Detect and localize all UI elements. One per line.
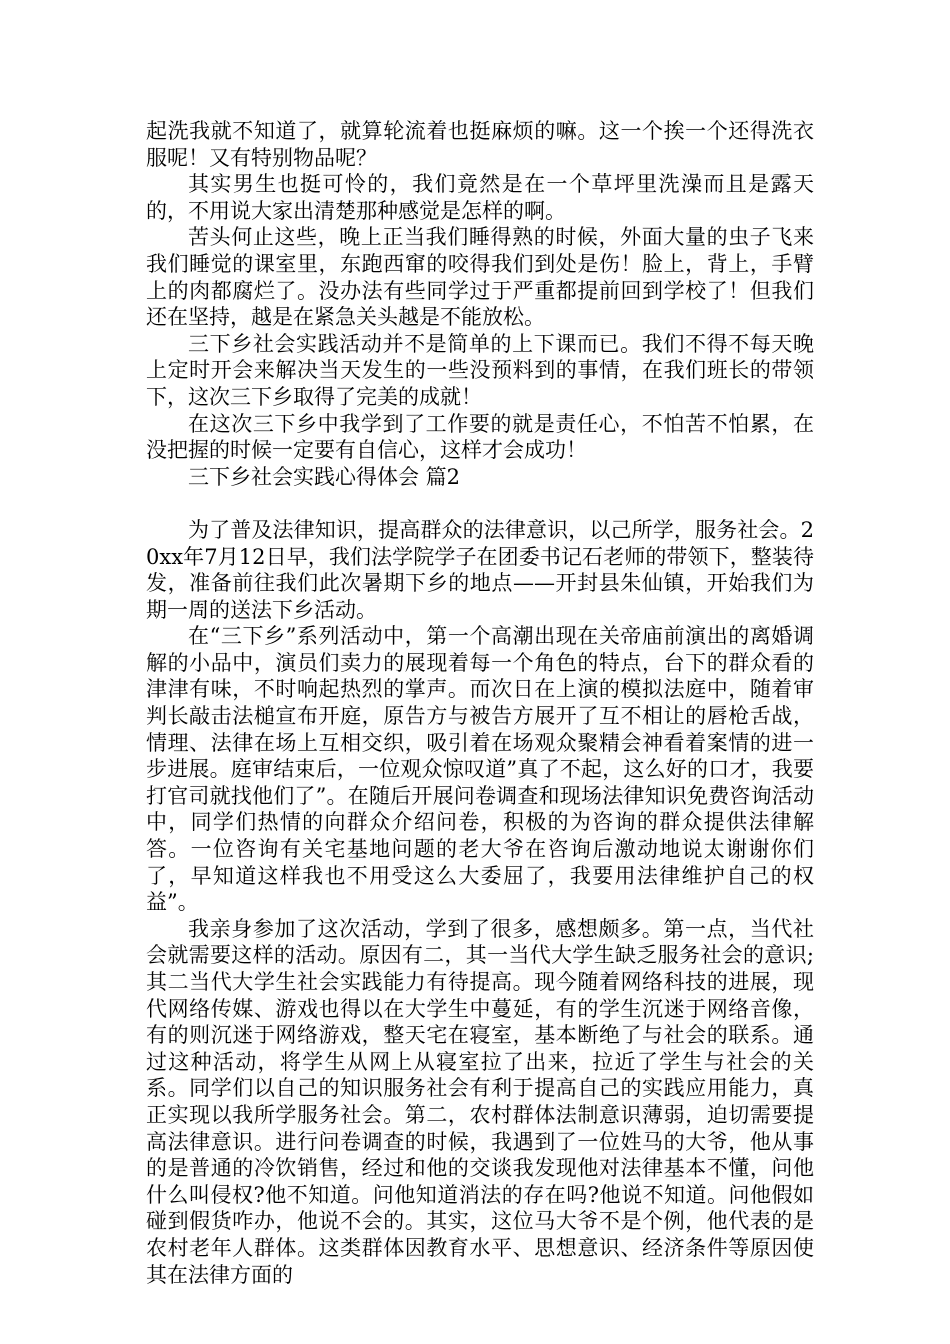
paragraph: 其实男生也挺可怜的，我们竟然是在一个草坪里洗澡而且是露天的，不用说大家出清楚那种感觉是怎样的啊。 xyxy=(146,172,814,223)
paragraph: 为了普及法律知识，提高群众的法律意识，以己所学，服务社会。20xx年7月12日早，我们法学院学子在团委书记石老师的带领下，整装待发，准备前往我们此次暑期下乡的地点——开封县朱仙镇，开始我们为期一周的送法下乡活动。 xyxy=(146,517,814,622)
paragraph: 我亲身参加了这次活动，学到了很多，感想颇多。第一点，当代社会就需要这样的活动。原因有二，其一当代大学生缺乏服务社会的意识;其二当代大学生社会实践能力有待提高。现今随着网络科技的进展，现代网络传媒、游戏也得以在大学生中蔓延，有的学生沉迷于网络音像，有的则沉迷于网络游戏，整天宅在寝室，基本断绝了与社会的联系。通过这种活动，将学生从网上从寝室拉了出来，拉近了学生与社会的关系。同学们以自己的知识服务社会有利于提高自己的实践应用能力，真正实现以我所学服务社会。第二，农村群体法制意识薄弱，迫切需要提高法律意识。进行问卷调查的时候，我遇到了一位姓马的大爷，他从事的是普通的冷饮销售，经过和他的交谈我发现他对法律基本不懂，问他什么叫侵权?他不知道。问他知道消法的存在吗?他说不知道。问他假如碰到假货咋办，他说不会的。其实，这位马大爷不是个例，他代表的是农村老年人群体。这类群体因教育水平、思想意识、经济条件等原因使其在法律方面的 xyxy=(146,916,814,1287)
blank-line xyxy=(146,490,814,517)
paragraph: 在“三下乡”系列活动中，第一个高潮出现在关帝庙前演出的离婚调解的小品中，演员们卖力的展现着每一个角色的特点，台下的群众看的津津有味，不时响起热烈的掌声。而次日在上演的模拟法庭中，随着审判长敲击法槌宣布开庭，原告方与被告方展开了互不相让的唇枪舌战，情理、法律在场上互相交织，吸引着在场观众聚精会神看着案情的进一步进展。庭审结束后，一位观众惊叹道”真了不起，这么好的口才，我要打官司就找他们了”。在随后开展问卷调查和现场法律知识免费咨询活动中，同学们热情的向群众介绍问卷，积极的为咨询的群众提供法律解答。一位咨询有关宅基地问题的老大爷在咨询后激动地说太谢谢你们了，早知道这样我也不用受这么大委屈了，我要用法律维护自己的权益”。 xyxy=(146,624,814,915)
paragraph: 苦头何止这些，晚上正当我们睡得熟的时候，外面大量的虫子飞来我们睡觉的课室里，东跑西窜的咬得我们到处是伤！脸上，背上，手臂上的肉都腐烂了。没办法有些同学过于严重都提前回到学校了！但我们还在坚持，越是在紧急关头越是不能放松。 xyxy=(146,225,814,330)
document-body xyxy=(146,118,814,1288)
section-heading: 三下乡社会实践心得体会 篇2 xyxy=(188,464,461,489)
paragraph: 在这次三下乡中我学到了工作要的就是责任心，不怕苦不怕累，在没把握的时候一定要有自信心，这样才会成功！ xyxy=(146,411,814,463)
paragraph-continued: 起洗我就不知道了，就算轮流着也挺麻烦的嘛。这一个挨一个还得洗衣服呢！又有特别物品呢？ xyxy=(146,119,814,170)
paragraph: 三下乡社会实践活动并不是简单的上下课而已。我们不得不每天晚上定时开会来解决当天发生的一些没预料到的事情，在我们班长的带领下，这次三下乡取得了完美的成就！ xyxy=(146,331,814,409)
